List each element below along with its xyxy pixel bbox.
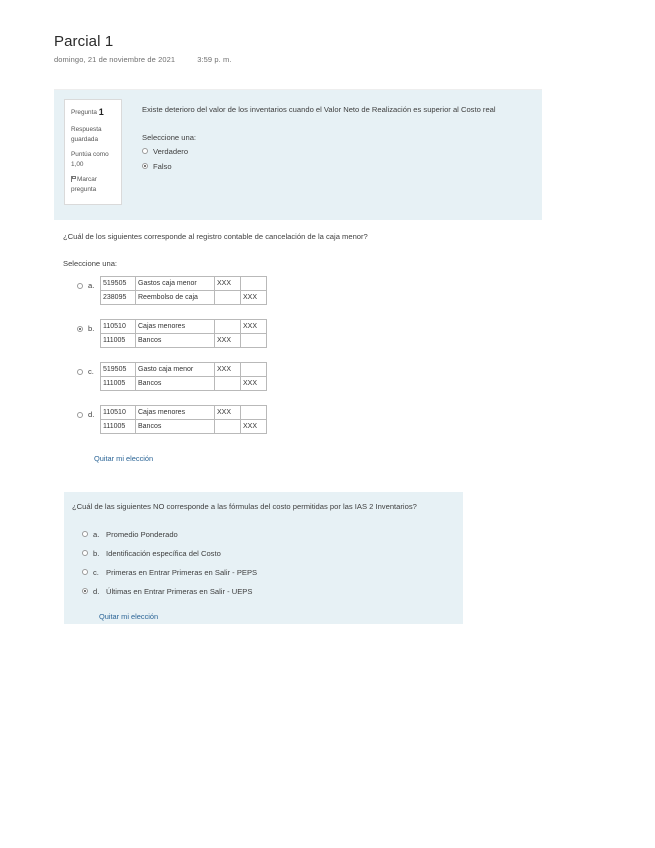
answer-option-verdadero[interactable] [142, 147, 528, 156]
radio-option-c[interactable] [82, 569, 88, 575]
journal-entry-table-a [100, 276, 267, 305]
table-row [101, 376, 267, 390]
question-block-2 [54, 223, 574, 483]
answer-option-c[interactable] [63, 362, 564, 391]
answer-option-letter: c. [88, 366, 94, 376]
question-state: Respuesta guardada [71, 125, 102, 143]
account-code: 519505 [101, 276, 136, 290]
radio-verdadero[interactable] [142, 148, 148, 154]
credit-amount [241, 362, 267, 376]
question-grade [71, 150, 116, 170]
answer-option-a[interactable] [72, 530, 453, 539]
credit-amount: XXX [241, 376, 267, 390]
debit-amount: XXX [215, 405, 241, 419]
answer-option-a[interactable] [63, 276, 564, 305]
radio-option-c[interactable] [77, 369, 83, 375]
account-name: Gastos caja menor [136, 276, 215, 290]
account-code: 238095 [101, 290, 136, 304]
answer-option-label: Falso [153, 161, 172, 171]
account-code: 111005 [101, 333, 136, 347]
table-row [101, 319, 267, 333]
question-grade-value: 1,00 [71, 160, 84, 168]
clear-my-choice-link-3[interactable]: Quitar mi elección [99, 611, 159, 621]
answer-option-letter: b. [93, 548, 100, 558]
quiz-date: domingo, 21 de noviembre de 2021 [54, 55, 176, 64]
quiz-time: 3:59 p. m. [197, 55, 232, 64]
table-row [101, 405, 267, 419]
question-block-3 [64, 492, 463, 624]
answer-option-label: Promedio Ponderado [106, 529, 178, 539]
credit-amount [241, 333, 267, 347]
question-word: Pregunta [71, 109, 97, 116]
answer-option-label: Identificación específica del Costo [106, 548, 221, 558]
radio-option-a[interactable] [77, 283, 83, 289]
clear-my-choice-link-2[interactable]: Quitar mi elección [94, 453, 154, 463]
question-number: 1 [98, 107, 104, 117]
flag-question-label: Marcar pregunta [71, 175, 97, 193]
flag-question-button[interactable] [71, 175, 116, 195]
question-text-1: Existe deterioro del valor de los inventarios cuando el Valor Neto de Realización es superior al Costo real [142, 105, 496, 114]
question-body-1 [142, 104, 528, 177]
answer-option-letter: d. [93, 586, 100, 596]
account-code: 519505 [101, 362, 136, 376]
answer-option-b[interactable] [72, 549, 453, 558]
table-row [101, 276, 267, 290]
account-name: Cajas menores [136, 319, 215, 333]
answer-options-3 [72, 530, 453, 596]
select-one-prompt-1: Seleccione una: [142, 132, 197, 142]
debit-amount [215, 290, 241, 304]
answer-option-d[interactable] [63, 405, 564, 434]
question-body-2 [63, 231, 564, 466]
quiz-header [54, 33, 614, 64]
debit-amount [215, 376, 241, 390]
credit-amount: XXX [241, 419, 267, 433]
radio-option-a[interactable] [82, 531, 88, 537]
account-code: 110510 [101, 405, 136, 419]
answer-option-letter: a. [93, 529, 100, 539]
question-grade-label: Puntúa como [71, 150, 109, 158]
credit-amount [241, 276, 267, 290]
table-row [101, 419, 267, 433]
account-name: Reembolso de caja [136, 290, 215, 304]
credit-amount [241, 405, 267, 419]
question-block-1 [54, 89, 542, 220]
question-number-row [71, 106, 116, 120]
journal-entry-table-c [100, 362, 267, 391]
table-row [101, 362, 267, 376]
answer-option-label: Últimas en Entrar Primeras en Salir - UEPS [106, 586, 253, 596]
quiz-timestamp [54, 55, 614, 64]
answer-option-c[interactable] [72, 568, 453, 577]
debit-amount: XXX [215, 333, 241, 347]
answer-option-letter: b. [88, 323, 95, 333]
account-name: Bancos [136, 376, 215, 390]
radio-option-d[interactable] [77, 412, 83, 418]
answer-option-label: Primeras en Entrar Primeras en Salir - PEPS [106, 567, 258, 577]
credit-amount: XXX [241, 319, 267, 333]
answer-option-label: Verdadero [153, 146, 189, 156]
account-name: Bancos [136, 333, 215, 347]
answer-option-d[interactable] [72, 587, 453, 596]
radio-option-b[interactable] [77, 326, 83, 332]
question-text-2: ¿Cuál de los siguientes corresponde al registro contable de cancelación de la caja menor? [63, 232, 368, 241]
account-name: Cajas menores [136, 405, 215, 419]
debit-amount: XXX [215, 362, 241, 376]
journal-entry-table-b [100, 319, 267, 348]
question-info-panel-1 [64, 99, 122, 205]
answer-option-b[interactable] [63, 319, 564, 348]
answer-option-letter: c. [93, 567, 99, 577]
answer-option-letter: d. [88, 409, 95, 419]
table-row [101, 333, 267, 347]
account-code: 110510 [101, 319, 136, 333]
page-title: Parcial 1 [54, 33, 114, 50]
table-row [101, 290, 267, 304]
journal-entry-table-d [100, 405, 267, 434]
select-one-prompt-2: Seleccione una: [63, 258, 118, 268]
account-code: 111005 [101, 376, 136, 390]
account-name: Gasto caja menor [136, 362, 215, 376]
account-name: Bancos [136, 419, 215, 433]
debit-amount: XXX [215, 276, 241, 290]
question-body-3 [72, 501, 453, 624]
radio-option-b[interactable] [82, 550, 88, 556]
question-text-3: ¿Cuál de las siguientes NO corresponde a las fórmulas del costo permitidas por las IAS 2 Inventarios? [72, 502, 417, 511]
account-code: 111005 [101, 419, 136, 433]
answer-option-letter: a. [88, 280, 95, 290]
debit-amount [215, 419, 241, 433]
radio-option-d[interactable] [82, 588, 88, 594]
debit-amount [215, 319, 241, 333]
credit-amount: XXX [241, 290, 267, 304]
answer-option-falso[interactable] [142, 162, 528, 171]
flag-icon [71, 176, 76, 182]
radio-falso[interactable] [142, 163, 148, 169]
